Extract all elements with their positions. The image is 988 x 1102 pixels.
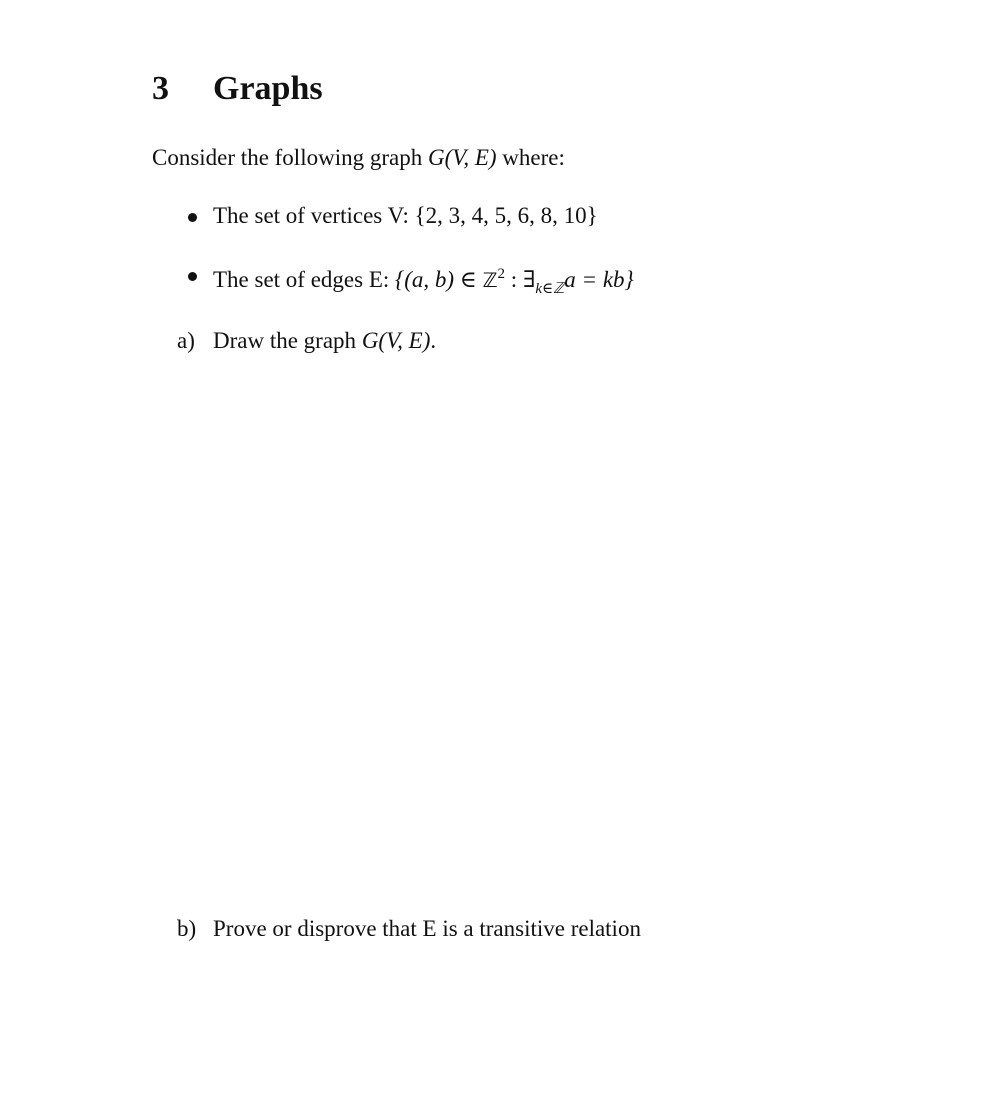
question-b-label: b) — [177, 916, 197, 941]
integers-symbol: ℤ — [482, 268, 498, 292]
vertices-list-item — [213, 202, 598, 230]
vertices-set: {2, 3, 4, 5, 6, 8, 10} — [414, 203, 598, 228]
edges-list-item — [213, 260, 634, 303]
question-a-period: . — [430, 328, 437, 353]
intro-prefix: Consider the following graph — [152, 145, 428, 170]
bullet-icon — [188, 272, 197, 281]
edges-set-open: {(a, b) ∈ — [395, 267, 483, 292]
question-b-text: Prove or disprove that E is a transitive relation — [213, 916, 641, 941]
edges-exists: : ∃ — [504, 267, 536, 292]
graph-notation: G(V, E) — [427, 145, 497, 170]
question-a-label: a) — [177, 328, 195, 353]
exists-subscript: k∈ℤ — [535, 281, 565, 297]
section-title: Graphs — [213, 70, 323, 107]
edges-label: The set of edges E: — [213, 267, 396, 292]
question-a-prompt: Draw the graph — [213, 328, 362, 353]
vertices-label: The set of vertices V: — [213, 203, 415, 228]
bullet-icon — [188, 213, 197, 222]
edges-condition: a = kb} — [564, 267, 634, 292]
question-a-text — [213, 327, 436, 355]
section-number: 3 — [152, 70, 169, 107]
intro-paragraph — [152, 144, 565, 172]
question-a-graph: G(V, E) — [361, 328, 431, 353]
integers-exponent: 2 — [497, 266, 505, 282]
intro-suffix: where: — [496, 145, 565, 170]
